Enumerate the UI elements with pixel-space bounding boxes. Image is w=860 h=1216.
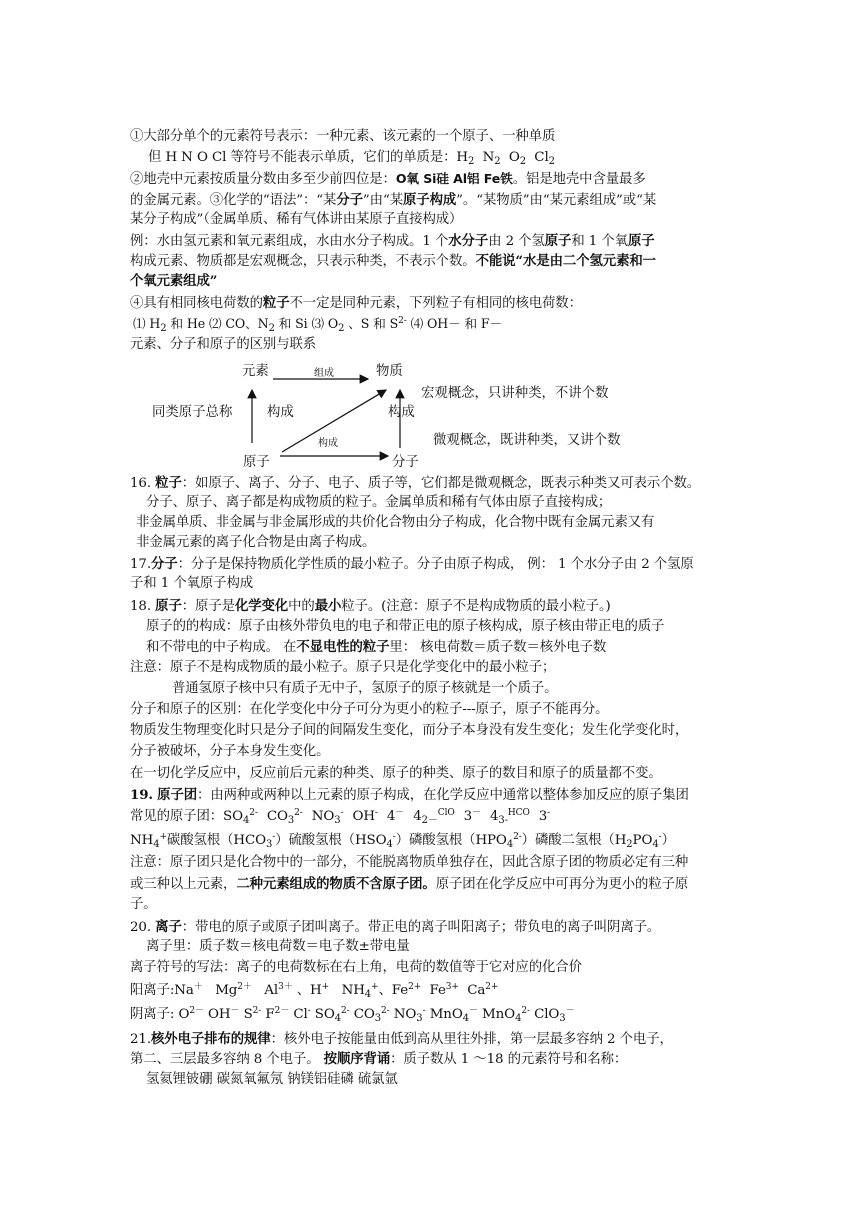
text-line: ②地壳中元素按质量分数由多至少前四位是：O氧 Si硅 Al铝 Fe铁。铝是地壳中含量最多: [130, 171, 646, 187]
text-line: 注意：原子团只是化合物中的一部分，不能脱离物质单独存在，因此含原子团的物质必定有三种: [130, 855, 689, 870]
text-line: 在一切化学反应中，反应前后元素的种类、原子的种类、原子的数目和原子的质量都不变。: [130, 766, 662, 781]
text-line: 但 H N O Cl 等符号不能表示单质，它们的单质是：$H_2$ $N_2$ $O_2$ $Cl_2$: [148, 150, 555, 167]
atomic-group-list: [223, 809, 559, 824]
text-line: 构成元素、物质都是宏观概念，只表示种类，不表示个数。不能说“水是由二个氢元素和一: [130, 253, 656, 269]
text-line: 16. 粒子：如原子、离子、分子、电子、质子等，它们都是微观概念，既表示种类又可表示个数。: [130, 475, 701, 491]
text-line: 第二、三层最多容纳 8 个电子。 按顺序背诵：质子数从 1 ～18 的元素符号和名称：: [130, 1051, 628, 1067]
text-line: 非金属元素的离子化合物是由离子构成。: [136, 535, 376, 550]
node-element: 元素: [242, 364, 269, 379]
text-line-groups: 常见的原子团：$SO_4^{2-}$ $CO_3^{2-}$ $NO_3^-$ OH- 4－ $4_{2-}^{ClO}$ 3－ $4_{3-}^{HCO}$ 3-: [130, 807, 770, 827]
text-line: ④具有相同核电荷数的粒子不一定是同种元素，下列粒子有相同的核电荷数：: [130, 295, 582, 311]
label-compose-top: 组成: [314, 368, 334, 379]
text-line: 20. 离子：带电的原子或原子团叫离子。带正电的离子叫阳离子；带负电的离子叫阴离子。: [130, 919, 661, 935]
atomic-group: 4－: [386, 808, 405, 824]
text-line: 的金属元素。③化学的“语法”：“某分子”由“某原子构成”。“某物质”由“某元素组成”或“某: [130, 192, 657, 208]
node-substance: 物质: [376, 364, 403, 379]
text-line: 17.分子：分子是保持物质化学性质的最小粒子。分子由原子构成， 例： 1 个水分子由 2 个氢原: [130, 556, 694, 572]
text-line: 离子符号的写法：离子的电荷数标在右上角，电荷的数值等于它对应的化合价: [130, 960, 582, 975]
text-line: 氢氦锂铍硼 碳氮氧氟氖 钠镁铝硅磷 硫氯氩: [146, 1072, 398, 1087]
label-micro: 微观概念，既讲种类，又讲个数: [433, 433, 621, 448]
text-line: ①大部分单个的元素符号表示：一种元素、该元素的一个原子、一种单质: [130, 129, 556, 144]
atomic-group: OH-: [352, 808, 378, 824]
text-line: 个氧元素组成”: [130, 273, 218, 289]
text-line: 分子、原子、离子都是构成物质的粒子。金属单质和稀有气体由原子直接构成；: [146, 495, 612, 510]
text-line: 普通氢原子核中只有质子无中子，氢原子的原子核就是一个质子。: [172, 681, 558, 696]
atomic-group: 3－: [463, 808, 481, 824]
node-atom: 原子: [243, 455, 270, 470]
text-line: 分子和原子的区别：在化学变化中分子可分为更小的粒子---原子，原子不能再分。: [130, 702, 609, 717]
text-line: 非金属单质、非金属与非金属形成的共价化合物由分子构成，化合物中既有金属元素又有: [136, 515, 655, 530]
text-line: 例：水由氢元素和氧元素组成，水由水分子构成。1 个水分子由 2 个氢原子和 1 个氧原子: [130, 233, 655, 249]
atomic-group: $SO_4^{2-}$: [223, 808, 258, 826]
text-line: 分子被破坏，分子本身发生变化。: [130, 744, 330, 759]
text-line-anions: 阴离子: $O^{2-}$ OH－ $S^{2-}$ $F^{2-}$ Cl- $SO_4^{2-}$ $CO_3^{2-}$ $NO_3^-$ MnO$_4$－ MnO$_4^{2-}$ ClO$_3$－: [130, 1006, 575, 1024]
text-line: 或三种以上元素，二种元素组成的物质不含原子团。原子团在化学反应中可再分为更小的粒子原: [130, 876, 689, 892]
atomic-group: 3-: [538, 808, 551, 824]
text-line: 元素、分子和原子的区别与联系: [130, 337, 317, 352]
text-line: 18. 原子：原子是化学变化中的最小粒子。(注意：原子不是构成物质的最小粒子。): [130, 598, 611, 614]
text-line: 子。: [130, 897, 157, 912]
label-left-compose: 构成: [267, 405, 294, 420]
text-line: 原子的的构成：原子由核外带负电的电子和带正电的原子核构成，原子核由带正电的质子: [146, 619, 665, 634]
label-same-type-atoms: 同类原子总称: [152, 405, 233, 420]
atomic-group: $CO_3^{2-}$: [266, 808, 303, 826]
text-line: 19. 原子团：由两种或两种以上元素的原子构成，在化学反应中通常以整体参加反应的原子集团: [130, 787, 689, 803]
text-line: 物质发生物理变化时只是分子间的间隔发生变化，而分子本身没有发生变化；发生化学变化时，: [130, 723, 689, 738]
relationship-diagram: [130, 360, 770, 475]
text-line: 注意：原子不是构成物质的最小粒子。原子只是化学变化中的最小粒子；: [130, 660, 556, 675]
text-line: 21.核外电子排布的规律：核外电子按能量由低到高从里往外排，第一层最多容纳 2 个电子，: [130, 1031, 673, 1047]
label-compose-mid: 构成: [318, 438, 338, 449]
text-line: ⑴ $H_2$ 和 He ⑵ CO、$N_2$ 和 Si ⑶ $O_2$ 、S 和 $S^{2-}$ ⑷ OH－ 和 F－: [133, 316, 503, 334]
node-molecule: 分子: [392, 455, 419, 470]
text-line: 子和 1 个氧原子构成: [130, 576, 254, 591]
atomic-group: $4_{2-}^{ClO}$: [413, 808, 455, 826]
label-macro: 宏观概念，只讲种类，不讲个数: [421, 386, 609, 401]
atomic-group: $NO_3^-$: [311, 808, 344, 826]
text-line: 离子里：质子数＝核电荷数＝电子数±带电量: [146, 939, 410, 954]
atomic-group: $4_{3-}^{HCO}$: [489, 808, 530, 826]
text-line-cations: 阳离子:Na＋ $Mg^{2+}$ $Al^{3+}$ 、H+ $NH_4^+$、$Fe^{2+}$ $Fe^{3+}$ $Ca^{2+}$: [130, 982, 499, 1000]
label-right-compose: 构成: [388, 405, 415, 420]
text-line: 某分子构成”（金属单质、稀有气体讲由某原子直接构成）: [130, 212, 463, 227]
text-line: 和不带电的中子构成。 在不显电性的粒子里： 核电荷数＝质子数＝核外电子数: [146, 639, 607, 655]
text-line: $NH_4^+$碳酸氢根$(HCO_3^-)$硫酸氢根$(HSO_4^-)$磷酸氢根$(HPO_4^{2-})$磷酸二氢根$(H_2PO_4^-)$: [130, 832, 675, 850]
